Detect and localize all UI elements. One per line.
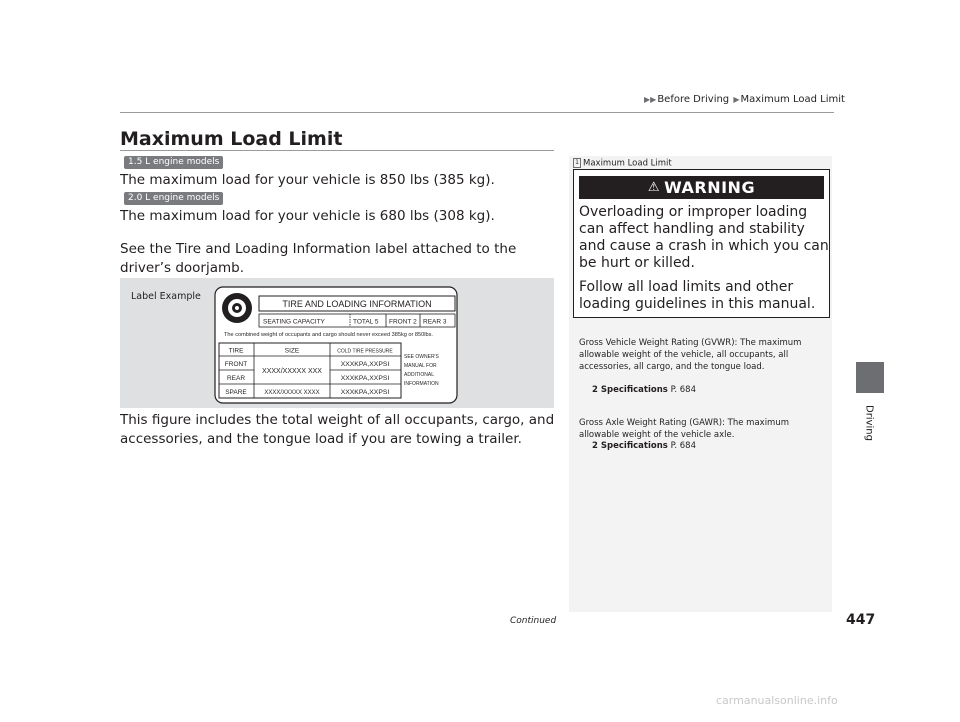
label-col-pressure: COLD TIRE PRESSURE	[337, 348, 393, 355]
label-seating-capacity: SEATING CAPACITY	[263, 318, 325, 326]
continued-label: Continued	[510, 616, 557, 626]
label-header: TIRE AND LOADING INFORMATION	[282, 299, 432, 309]
page-number: 447	[846, 612, 876, 628]
load-text-1-5: The maximum load for your vehicle is 850 lbs (385 kg).	[120, 172, 495, 188]
label-total: TOTAL 5	[353, 318, 379, 326]
reference-arrow-icon: 2	[592, 441, 598, 451]
side-tab-marker[interactable]	[856, 362, 884, 393]
engine-badge-1-5: 1.5 L engine models	[124, 156, 223, 169]
warning-triangle-icon: ⚠	[647, 180, 661, 195]
triangle-right-icon: ▶▶	[644, 95, 657, 104]
gawr-specifications-link[interactable]	[592, 441, 696, 451]
label-row-rear: REAR	[226, 375, 246, 382]
ref-page: P. 684	[670, 441, 696, 451]
label-see-owners-2: MANUAL FOR	[404, 363, 437, 369]
gawr-definition: Gross Axle Weight Rating (GAWR): The maximum allowable weight of the vehicle axle.	[579, 418, 789, 440]
tire-icon	[222, 293, 252, 323]
label-size-main: XXXX/XXXXX XXX	[262, 368, 322, 375]
ref-label: Specifications	[600, 441, 668, 451]
label-intro-text: See the Tire and Loading Information label attached to the driver’s doorjamb.	[120, 241, 517, 276]
label-see-owners-3: ADDITIONAL	[404, 372, 435, 378]
gvwr-definition: Gross Vehicle Weight Rating (GVWR): The maximum allowable weight of the vehicle, all occupants, all accessories, all cargo, and the tongue load.	[579, 338, 802, 372]
sidebar-note-title-text: Maximum Load Limit	[583, 158, 672, 169]
triangle-right-icon: ▶	[733, 95, 740, 104]
label-example-title: Label Example	[131, 291, 201, 302]
warning-text-2: Follow all load limits and other loading guidelines in this manual.	[579, 279, 816, 312]
label-pressure-spare: XXXKPA,XXPSI	[340, 389, 390, 396]
note-marker-icon: 1	[573, 158, 581, 168]
load-text-2-0: The maximum load for your vehicle is 680 lbs (308 kg).	[120, 208, 495, 224]
page-title: Maximum Load Limit	[120, 128, 343, 150]
breadcrumb-item-before-driving[interactable]: Before Driving	[657, 94, 730, 105]
label-row-front: FRONT	[224, 361, 248, 368]
breadcrumb-item-current: Maximum Load Limit	[740, 94, 845, 105]
label-col-tire: TIRE	[228, 347, 244, 355]
tire-loading-label-figure	[214, 286, 458, 404]
label-see-owners-1: SEE OWNER'S	[404, 354, 439, 360]
label-front: FRONT 2	[389, 318, 417, 326]
warning-header-text: WARNING	[664, 178, 756, 197]
breadcrumb	[643, 94, 845, 105]
label-pressure-rear: XXXKPA,XXPSI	[340, 375, 390, 382]
label-size-spare: XXXX/XXXXX XXXX	[264, 390, 320, 396]
label-col-size: SIZE	[284, 347, 300, 355]
title-divider	[120, 150, 554, 151]
reference-arrow-icon: 2	[592, 385, 598, 395]
label-rear: REAR 3	[423, 318, 447, 326]
header-divider	[120, 112, 834, 113]
engine-badge-2-0: 2.0 L engine models	[124, 192, 223, 205]
gvwr-specifications-link[interactable]	[592, 385, 696, 395]
label-row-spare: SPARE	[225, 389, 247, 396]
label-see-owners-4: INFORMATION	[404, 381, 439, 387]
label-combined-weight: The combined weight of occupants and cargo should never exceed 385kg or 850lbs.	[224, 332, 433, 338]
warning-text-1: Overloading or improper loading can affect handling and stability and cause a crash in which you can be hurt or killed.	[579, 204, 829, 271]
label-pressure-front: XXXKPA,XXPSI	[340, 361, 390, 368]
figure-caption-text: This figure includes the total weight of all occupants, cargo, and accessories, and the tongue load if you are towing a trailer.	[120, 412, 555, 447]
sidebar-note-title[interactable]	[573, 158, 672, 169]
ref-label: Specifications	[600, 385, 668, 395]
ref-page: P. 684	[670, 385, 696, 395]
warning-header	[579, 176, 824, 199]
watermark: carmanualsonline.info	[716, 694, 838, 707]
side-tab-label: Driving	[863, 405, 875, 441]
